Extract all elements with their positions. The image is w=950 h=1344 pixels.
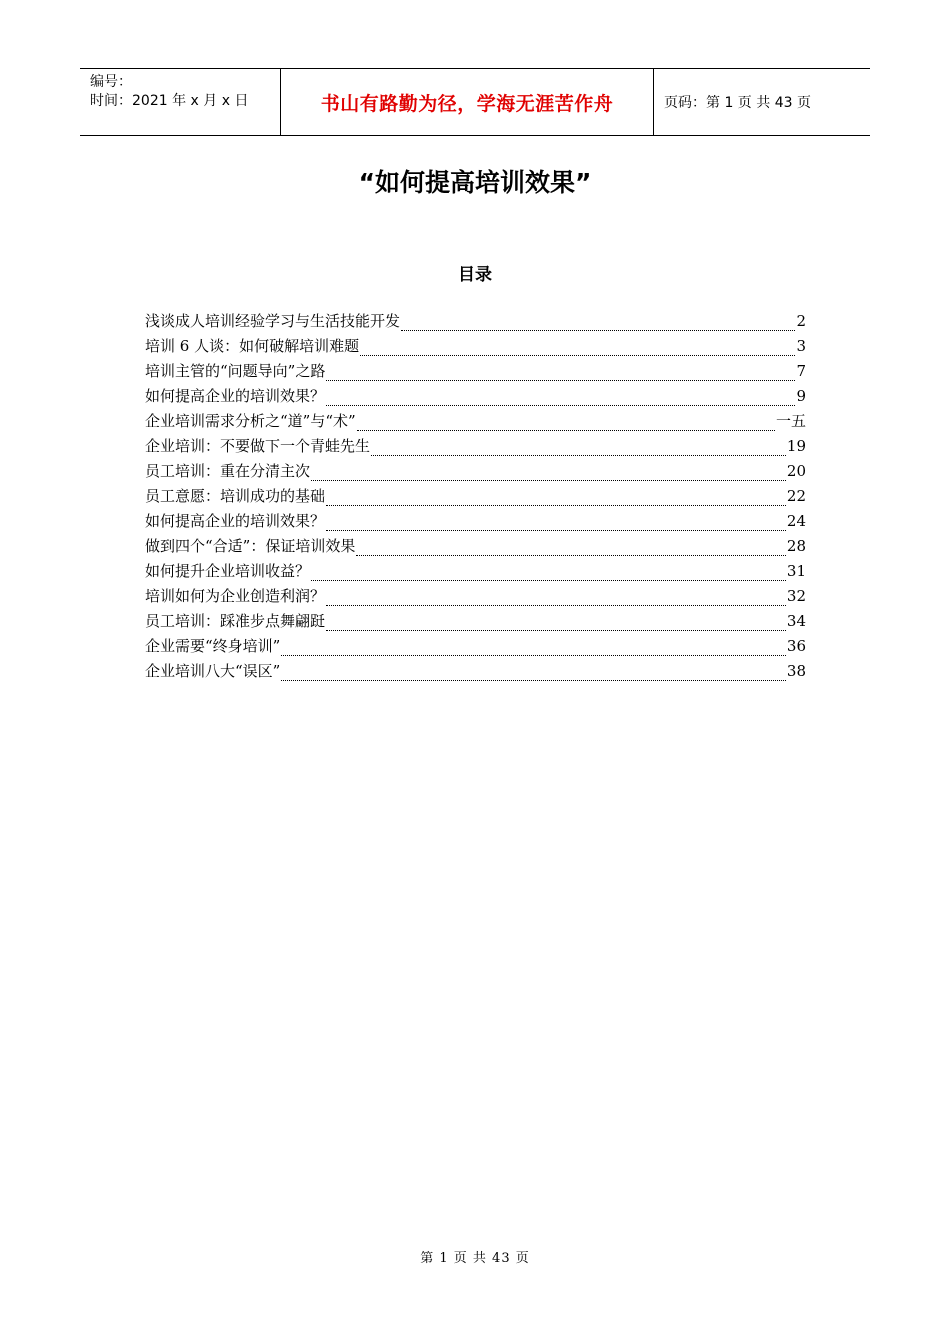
header-meta — [80, 69, 281, 135]
toc-entry[interactable] — [145, 535, 806, 560]
toc-leader-dots — [326, 404, 795, 406]
toc-entry-title: 如何提高企业的培训效果？ — [145, 387, 326, 405]
toc-entry-page: 32 — [786, 587, 806, 605]
toc-entry-page: 20 — [786, 462, 806, 480]
toc-entry-page: 2 — [796, 312, 806, 330]
toc-entry-page: 22 — [786, 487, 806, 505]
toc-leader-dots — [311, 579, 786, 581]
toc-entry-title: 培训 6 人谈：如何破解培训难题 — [145, 337, 360, 355]
toc-entry-page: 3 — [796, 337, 806, 355]
toc-leader-dots — [326, 379, 795, 381]
toc-entry-page: 19 — [786, 437, 806, 455]
toc-entry-title: 企业需要“终身培训” — [145, 637, 281, 655]
toc-entry[interactable] — [145, 485, 806, 510]
toc-entry-title: 如何提升企业培训收益？ — [145, 562, 311, 580]
toc-entry-title: 企业培训八大“误区” — [145, 662, 281, 680]
toc-entry-title: 培训如何为企业创造利润？ — [145, 587, 326, 605]
toc-entry-title: 企业培训：不要做下一个青蛙先生 — [145, 437, 371, 455]
toc-entry[interactable] — [145, 410, 806, 435]
toc-entry-title: 员工意愿：培训成功的基础 — [145, 487, 326, 505]
toc-entry-page: 24 — [786, 512, 806, 530]
toc-entry[interactable] — [145, 435, 806, 460]
toc-entry-title: 员工培训：重在分清主次 — [145, 462, 311, 480]
toc-leader-dots — [311, 479, 786, 481]
toc-entry[interactable] — [145, 335, 806, 360]
header-motto: 书山有路勤为径，学海无涯苦作舟 — [281, 69, 654, 135]
toc-entry[interactable] — [145, 460, 806, 485]
toc-entry[interactable] — [145, 660, 806, 685]
toc-entry[interactable] — [145, 360, 806, 385]
toc-leader-dots — [326, 504, 786, 506]
toc-entry-title: 企业培训需求分析之“道”与“术” — [145, 412, 356, 430]
toc-entry[interactable] — [145, 510, 806, 535]
toc-leader-dots — [360, 354, 795, 356]
number-label: 编号： — [90, 74, 132, 90]
toc-entry-page: 38 — [786, 662, 806, 680]
page-footer: 第 1 页 共 43 页 — [420, 1251, 530, 1266]
toc-entry-title: 浅谈成人培训经验学习与生活技能开发 — [145, 312, 401, 330]
toc-leader-dots — [371, 454, 786, 456]
toc-entry[interactable] — [145, 385, 806, 410]
toc-entry-page: 34 — [786, 612, 806, 630]
toc-entry-page: 9 — [796, 387, 806, 405]
toc-entry-title: 培训主管的“问题导向”之路 — [145, 362, 326, 380]
toc-entry-page: 36 — [786, 637, 806, 655]
toc-leader-dots — [326, 604, 786, 606]
toc-leader-dots — [356, 554, 786, 556]
toc-entry-title: 员工培训：踩准步点舞翩跹 — [145, 612, 326, 630]
toc-leader-dots — [357, 429, 775, 431]
table-of-contents — [145, 310, 806, 685]
document-title: “如何提高培训效果” — [358, 168, 592, 197]
page-header — [80, 68, 870, 136]
toc-leader-dots — [401, 329, 795, 331]
time-label: 时间：2021 年 x 月 x 日 — [90, 93, 249, 109]
toc-entry-title: 做到四个“合适”：保证培训效果 — [145, 537, 356, 555]
toc-leader-dots — [326, 629, 786, 631]
toc-entry[interactable] — [145, 310, 806, 335]
toc-entry-title: 如何提高企业的培训效果？ — [145, 512, 326, 530]
toc-entry[interactable] — [145, 585, 806, 610]
toc-entry-page: 7 — [796, 362, 806, 380]
toc-leader-dots — [281, 654, 786, 656]
toc-entry-page: 31 — [786, 562, 806, 580]
toc-entry[interactable] — [145, 560, 806, 585]
toc-leader-dots — [281, 679, 786, 681]
toc-entry[interactable] — [145, 610, 806, 635]
toc-entry-page: 28 — [786, 537, 806, 555]
toc-heading: 目录 — [458, 265, 492, 285]
toc-entry[interactable] — [145, 635, 806, 660]
toc-leader-dots — [326, 529, 786, 531]
toc-entry-page: 一五 — [775, 412, 806, 430]
header-page-info: 页码：第 1 页 共 43 页 — [664, 95, 811, 111]
